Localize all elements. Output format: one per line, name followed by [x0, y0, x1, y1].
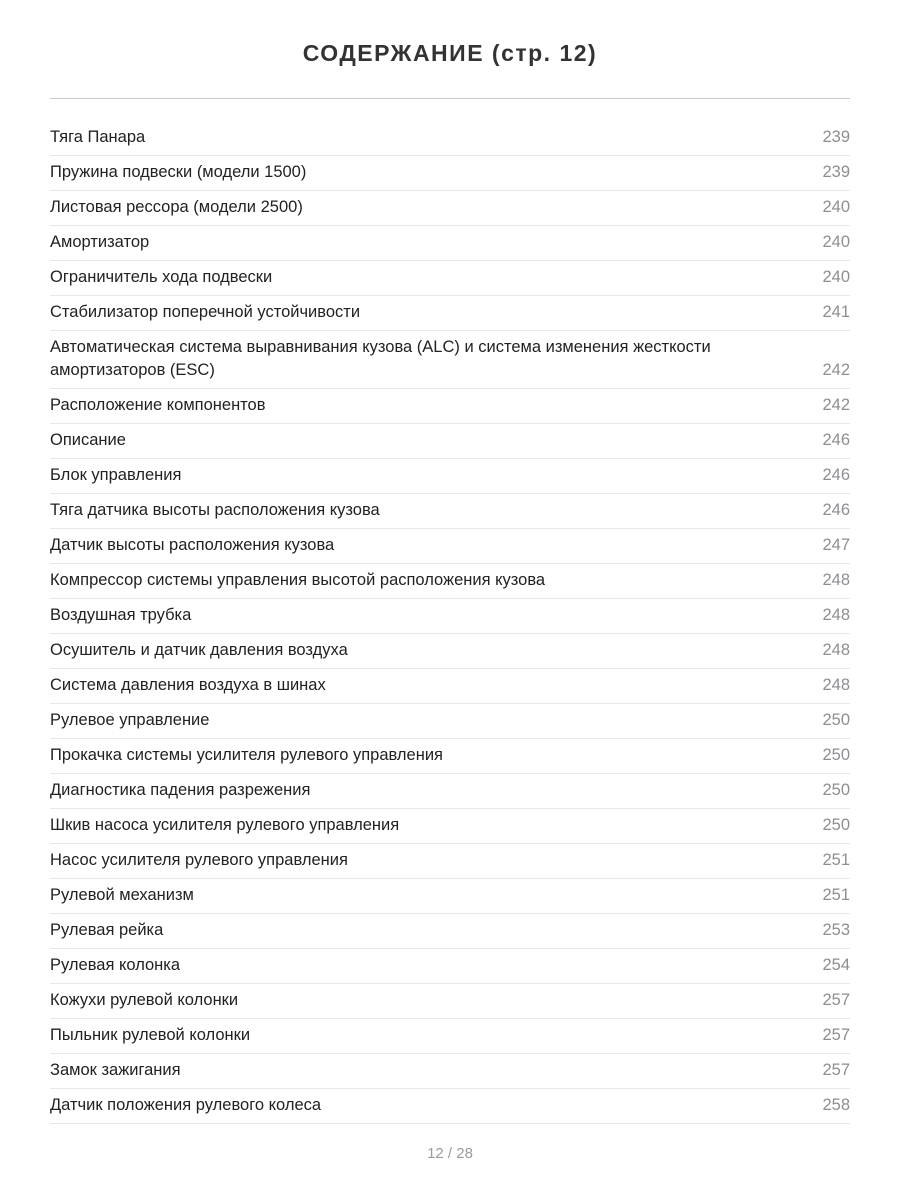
toc-item-title: Тяга датчика высоты расположения кузова [50, 501, 380, 519]
toc-item-title: Блок управления [50, 466, 182, 484]
toc-item [50, 121, 850, 156]
toc-item-page: 246 [822, 501, 850, 519]
toc-item-title: Датчик высоты расположения кузова [50, 536, 335, 554]
toc-item-title: Рулевая колонка [50, 956, 181, 974]
toc-item [50, 774, 850, 809]
toc-item [50, 459, 850, 494]
toc-item-title: Пружина подвески (модели 1500) [50, 163, 307, 181]
toc-item-title: Стабилизатор поперечной устойчивости [50, 303, 361, 321]
toc-item-page: 250 [822, 711, 850, 729]
toc-item-title: Прокачка системы усилителя рулевого управления [50, 746, 443, 764]
toc-item [50, 844, 850, 879]
toc-item-page: 257 [822, 1061, 850, 1079]
toc-item [50, 984, 850, 1019]
title-divider [50, 98, 850, 99]
toc-item-page: 246 [822, 431, 850, 449]
toc-item-page: 240 [822, 198, 850, 216]
toc-item-title: Диагностика падения разрежения [50, 781, 311, 799]
toc-item-page: 251 [822, 886, 850, 904]
toc-item-title: Листовая рессора (модели 2500) [50, 198, 303, 216]
toc-item-page: 250 [822, 781, 850, 799]
toc-item-title: Система давления воздуха в шинах [50, 676, 326, 694]
toc-item-title: Шкив насоса усилителя рулевого управления [50, 816, 400, 834]
toc-item-title: Осушитель и датчик давления воздуха [50, 641, 348, 659]
toc-item-title: Насос усилителя рулевого управления [50, 851, 348, 869]
toc-item [50, 809, 850, 844]
toc-item [50, 704, 850, 739]
toc-item [50, 529, 850, 564]
toc-item-page: 242 [822, 396, 850, 414]
toc-item [50, 879, 850, 914]
toc-item-page: 258 [822, 1096, 850, 1114]
toc-item [50, 1089, 850, 1124]
toc-item [50, 1054, 850, 1089]
toc-item-page: 239 [822, 128, 850, 146]
toc-item [50, 1019, 850, 1054]
toc-item-title: Рулевое управление [50, 711, 210, 729]
page-title: СОДЕРЖАНИЕ (стр. 12) [302, 40, 598, 66]
toc-item-page: 253 [822, 921, 850, 939]
toc-item [50, 424, 850, 459]
page-indicator: 12 / 28 [427, 1145, 473, 1162]
toc-item-page: 242 [822, 361, 850, 379]
toc-item [50, 389, 850, 424]
toc-item-title: Воздушная трубка [50, 606, 192, 624]
toc-item-page: 250 [822, 816, 850, 834]
toc-item-page: 250 [822, 746, 850, 764]
toc-item-title: Описание [50, 431, 126, 449]
toc-item [50, 599, 850, 634]
toc-item-title: Автоматическая система выравнивания кузова (ALC) и система изменения жесткости амортизаторов (ESC) [50, 338, 711, 379]
toc-item [50, 261, 850, 296]
toc-item [50, 949, 850, 984]
toc-item-title: Ограничитель хода подвески [50, 268, 273, 286]
toc-item-title: Расположение компонентов [50, 396, 266, 414]
toc-item [50, 296, 850, 331]
toc-item-title: Пыльник рулевой колонки [50, 1026, 251, 1044]
toc-item-title: Замок зажигания [50, 1061, 181, 1079]
toc-list [50, 121, 850, 1124]
toc-item-page: 257 [822, 991, 850, 1009]
toc-item [50, 191, 850, 226]
toc-item [50, 156, 850, 191]
toc-item [50, 634, 850, 669]
toc-item [50, 564, 850, 599]
toc-item-page: 240 [822, 268, 850, 286]
toc-item-page: 248 [822, 606, 850, 624]
toc-item [50, 914, 850, 949]
toc-item-title: Амортизатор [50, 233, 150, 251]
toc-item-page: 240 [822, 233, 850, 251]
toc-item-page: 254 [822, 956, 850, 974]
toc-item [50, 331, 850, 389]
toc-item-page: 251 [822, 851, 850, 869]
toc-item-title: Датчик положения рулевого колеса [50, 1096, 322, 1114]
toc-item-page: 257 [822, 1026, 850, 1044]
toc-item-title: Компрессор системы управления высотой расположения кузова [50, 571, 546, 589]
toc-item-page: 248 [822, 676, 850, 694]
toc-item [50, 226, 850, 261]
toc-item [50, 494, 850, 529]
toc-item-title: Рулевой механизм [50, 886, 194, 904]
toc-item [50, 669, 850, 704]
toc-item-page: 241 [822, 303, 850, 321]
toc-item [50, 739, 850, 774]
toc-item-title: Кожухи рулевой колонки [50, 991, 239, 1009]
toc-item-title: Рулевая рейка [50, 921, 164, 939]
toc-item-title: Тяга Панара [50, 128, 146, 146]
toc-item-page: 248 [822, 571, 850, 589]
toc-item-page: 248 [822, 641, 850, 659]
toc-item-page: 247 [822, 536, 850, 554]
toc-item-page: 239 [822, 163, 850, 181]
toc-item-page: 246 [822, 466, 850, 484]
